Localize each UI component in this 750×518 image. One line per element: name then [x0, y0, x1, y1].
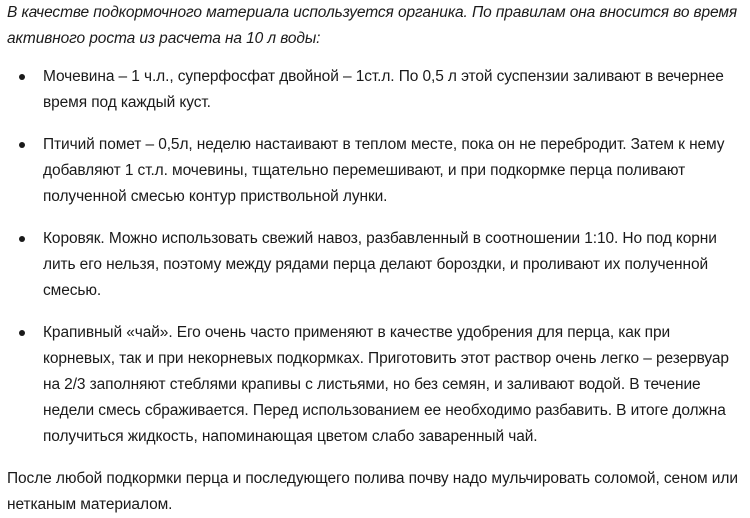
fertilizer-list: [7, 64, 742, 450]
list-item-text: Мочевина – 1 ч.л., суперфосфат двойной – 1ст.л. По 0,5 л этой суспензии заливают в вечернее время под каждый куст.: [43, 68, 724, 111]
bullet-icon: [19, 142, 25, 148]
bullet-icon: [19, 74, 25, 80]
intro-paragraph: В качестве подкормочного материала используется органика. По правилам она вносится во время активного роста из расчета на 10 л воды:: [7, 4, 738, 47]
list-item-text: Крапивный «чай». Его очень часто применяют в качестве удобрения для перца, как при корневых, так и при некорневых подкормках. Приготовить этот раствор очень легко – резервуар на 2/3 заполняют стеблями крапивы с листьями, но без семян, и заливают водой. В течение недели смесь сбраживается. Перед использованием ее необходимо разбавить. В итоге должна получиться жидкость, напоминающая цветом слабо заваренный чай.: [43, 324, 729, 445]
bullet-icon: [19, 330, 25, 336]
list-item: [43, 320, 742, 450]
bullet-icon: [19, 236, 25, 242]
list-item: [43, 64, 742, 116]
outro-paragraph: После любой подкормки перца и последующего полива почву надо мульчировать соломой, сеном или нетканым материалом.: [7, 470, 738, 513]
list-item: [43, 132, 742, 210]
list-item: [43, 226, 742, 304]
list-item-text: Птичий помет – 0,5л, неделю настаивают в теплом месте, пока он не перебродит. Затем к нему добавляют 1 ст.л. мочевины, тщательно перемешивают, и при подкормке перца поливают полученной смесью контур приствольной лунки.: [43, 136, 725, 205]
list-item-text: Коровяк. Можно использовать свежий навоз, разбавленный в соотношении 1:10. Но под корни лить его нельзя, поэтому между рядами перца делают бороздки, и проливают их полученной смесью.: [43, 230, 717, 299]
